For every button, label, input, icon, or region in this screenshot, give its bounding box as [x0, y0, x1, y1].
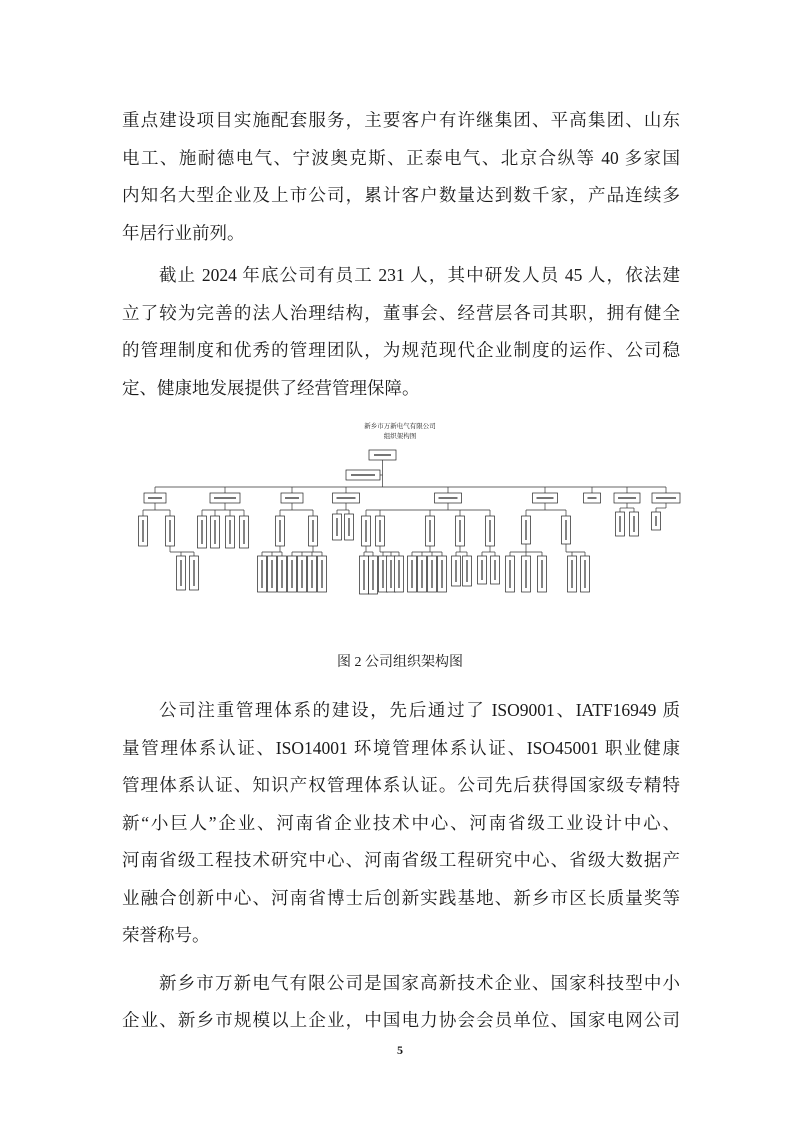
- org-level2-unit-label-mark: [633, 516, 635, 532]
- paragraph-1-line-2: 电工、施耐德电气、宁波奥克斯、正泰电气、北京合纵等 40 多家国: [122, 148, 680, 168]
- org-level3-unit-label-mark: [398, 560, 400, 588]
- org-level3-unit-label-mark: [571, 560, 573, 588]
- org-level2-unit-label-mark: [214, 520, 216, 544]
- paragraph-4-line-1: 新乡市万新电气有限公司是国家高新技术企业、国家科技型中小: [159, 973, 680, 993]
- paragraph-3-line-1: 公司注重管理体系的建设，先后通过了 ISO9001、IATF16949 质: [159, 700, 680, 720]
- org-level3-unit-label-mark: [481, 560, 483, 580]
- org-chart-title: 新乡市万新电气有限公司: [364, 422, 436, 430]
- org-department-label-mark: [656, 497, 676, 499]
- org-top-box-label-mark: [374, 454, 391, 456]
- org-level3-unit-label-mark: [525, 560, 527, 588]
- org-department-label-mark: [618, 497, 636, 499]
- org-level3-unit-label-mark: [321, 560, 323, 588]
- paragraph-2-line-4: 定、健康地发展提供了经营管理保障。: [122, 378, 420, 398]
- org-level3-unit-label-mark: [193, 560, 195, 586]
- org-level3-unit-label-mark: [271, 560, 273, 588]
- paragraph-1-line-3: 内知名大型企业及上市公司，累计客户数量达到数千家，产品连续多: [122, 185, 680, 205]
- org-level3-unit-label-mark: [411, 560, 413, 588]
- org-level2-unit-label-mark: [279, 520, 281, 542]
- org-level3-unit-label-mark: [281, 560, 283, 588]
- org-department-label-mark: [285, 497, 299, 499]
- org-level3-unit-label-mark: [261, 560, 263, 588]
- org-secondary-box-label-mark: [351, 474, 375, 476]
- org-level2-unit-label-mark: [619, 516, 621, 532]
- org-level3-unit-label-mark: [541, 560, 543, 588]
- org-level2-unit-label-mark: [489, 520, 491, 542]
- paragraph-3-line-3: 管理体系认证、知识产权管理体系认证。公司先后获得国家级专精特: [122, 775, 680, 795]
- paragraph-1-line-4: 年居行业前列。: [122, 223, 245, 243]
- paragraph-2-line-1: 截止 2024 年底公司有员工 231 人，其中研发人员 45 人，依法建: [159, 265, 680, 285]
- org-department-label-mark: [439, 497, 458, 499]
- org-level2-unit-label-mark: [429, 520, 431, 542]
- paragraph-1-line-1: 重点建设项目实施配套服务，主要客户有许继集团、平高集团、山东: [122, 110, 680, 130]
- figure-caption: 图 2 公司组织架构图: [337, 655, 463, 670]
- org-level3-unit-label-mark: [382, 560, 384, 588]
- org-level3-unit-label-mark: [301, 560, 303, 588]
- paragraph-3-line-6: 业融合创新中心、河南省博士后创新实践基地、新乡市区长质量奖等: [122, 888, 680, 908]
- org-level2-unit-label-mark: [379, 520, 381, 542]
- org-level2-unit-label-mark: [243, 520, 245, 544]
- org-department-label-mark: [148, 497, 162, 499]
- org-chart-figure: [0, 410, 800, 610]
- org-level2-unit-label-mark: [201, 520, 203, 544]
- org-level3-unit-label-mark: [584, 560, 586, 588]
- paragraph-3-line-5: 河南省级工程技术研究中心、河南省级工程研究中心、省级大数据产: [122, 850, 680, 870]
- org-chart-subtitle: 组织架构图: [383, 432, 417, 440]
- paragraph-3-line-2: 量管理体系认证、ISO14001 环境管理体系认证、ISO45001 职业健康: [122, 738, 680, 758]
- org-level2-unit-label-mark: [655, 516, 657, 526]
- org-level2-unit-label-mark: [142, 520, 144, 542]
- org-level3-unit-label-mark: [372, 560, 374, 590]
- org-level2-unit-label-mark: [348, 518, 350, 536]
- paragraph-2-line-3: 的管理制度和优秀的管理团队，为规范现代企业制度的运作、公司稳: [122, 340, 680, 360]
- org-level2-unit-label-mark: [312, 520, 314, 542]
- org-level2-unit-label-mark: [365, 520, 367, 542]
- org-level2-unit-label-mark: [336, 518, 338, 536]
- paragraph-3-line-7: 荣誉称号。: [122, 925, 210, 945]
- org-level3-unit-label-mark: [363, 560, 365, 590]
- org-level3-unit-label-mark: [494, 560, 496, 580]
- org-level3-unit-label-mark: [455, 560, 457, 582]
- org-level3-unit-label-mark: [180, 560, 182, 586]
- org-department-label-mark: [537, 497, 554, 499]
- org-department-label-mark: [588, 497, 597, 499]
- org-level3-unit-label-mark: [421, 560, 423, 588]
- org-level2-unit-label-mark: [229, 520, 231, 544]
- org-level3-unit-label-mark: [441, 560, 443, 588]
- org-level2-unit-label-mark: [525, 520, 527, 540]
- org-level3-unit-label-mark: [466, 560, 468, 582]
- org-level3-unit-label-mark: [431, 560, 433, 588]
- org-level3-unit-label-mark: [311, 560, 313, 588]
- paragraph-3-line-4: 新“小巨人”企业、河南省企业技术中心、河南省级工业设计中心、: [122, 813, 680, 833]
- paragraph-4-line-2: 企业、新乡市规模以上企业，中国电力协会会员单位、国家电网公司: [122, 1010, 680, 1030]
- org-level3-unit-label-mark: [291, 560, 293, 588]
- org-level2-unit-label-mark: [565, 520, 567, 540]
- paragraph-2-line-2: 立了较为完善的法人治理结构，董事会、经营层各司其职，拥有健全: [122, 303, 680, 323]
- org-department-label-mark: [337, 497, 356, 499]
- org-level2-unit-label-mark: [169, 520, 171, 542]
- org-department-label-mark: [214, 497, 236, 499]
- org-level3-unit-label-mark: [509, 560, 511, 588]
- page-number: 5: [397, 1043, 403, 1057]
- org-level2-unit-label-mark: [459, 520, 461, 542]
- org-level3-unit-label-mark: [390, 560, 392, 588]
